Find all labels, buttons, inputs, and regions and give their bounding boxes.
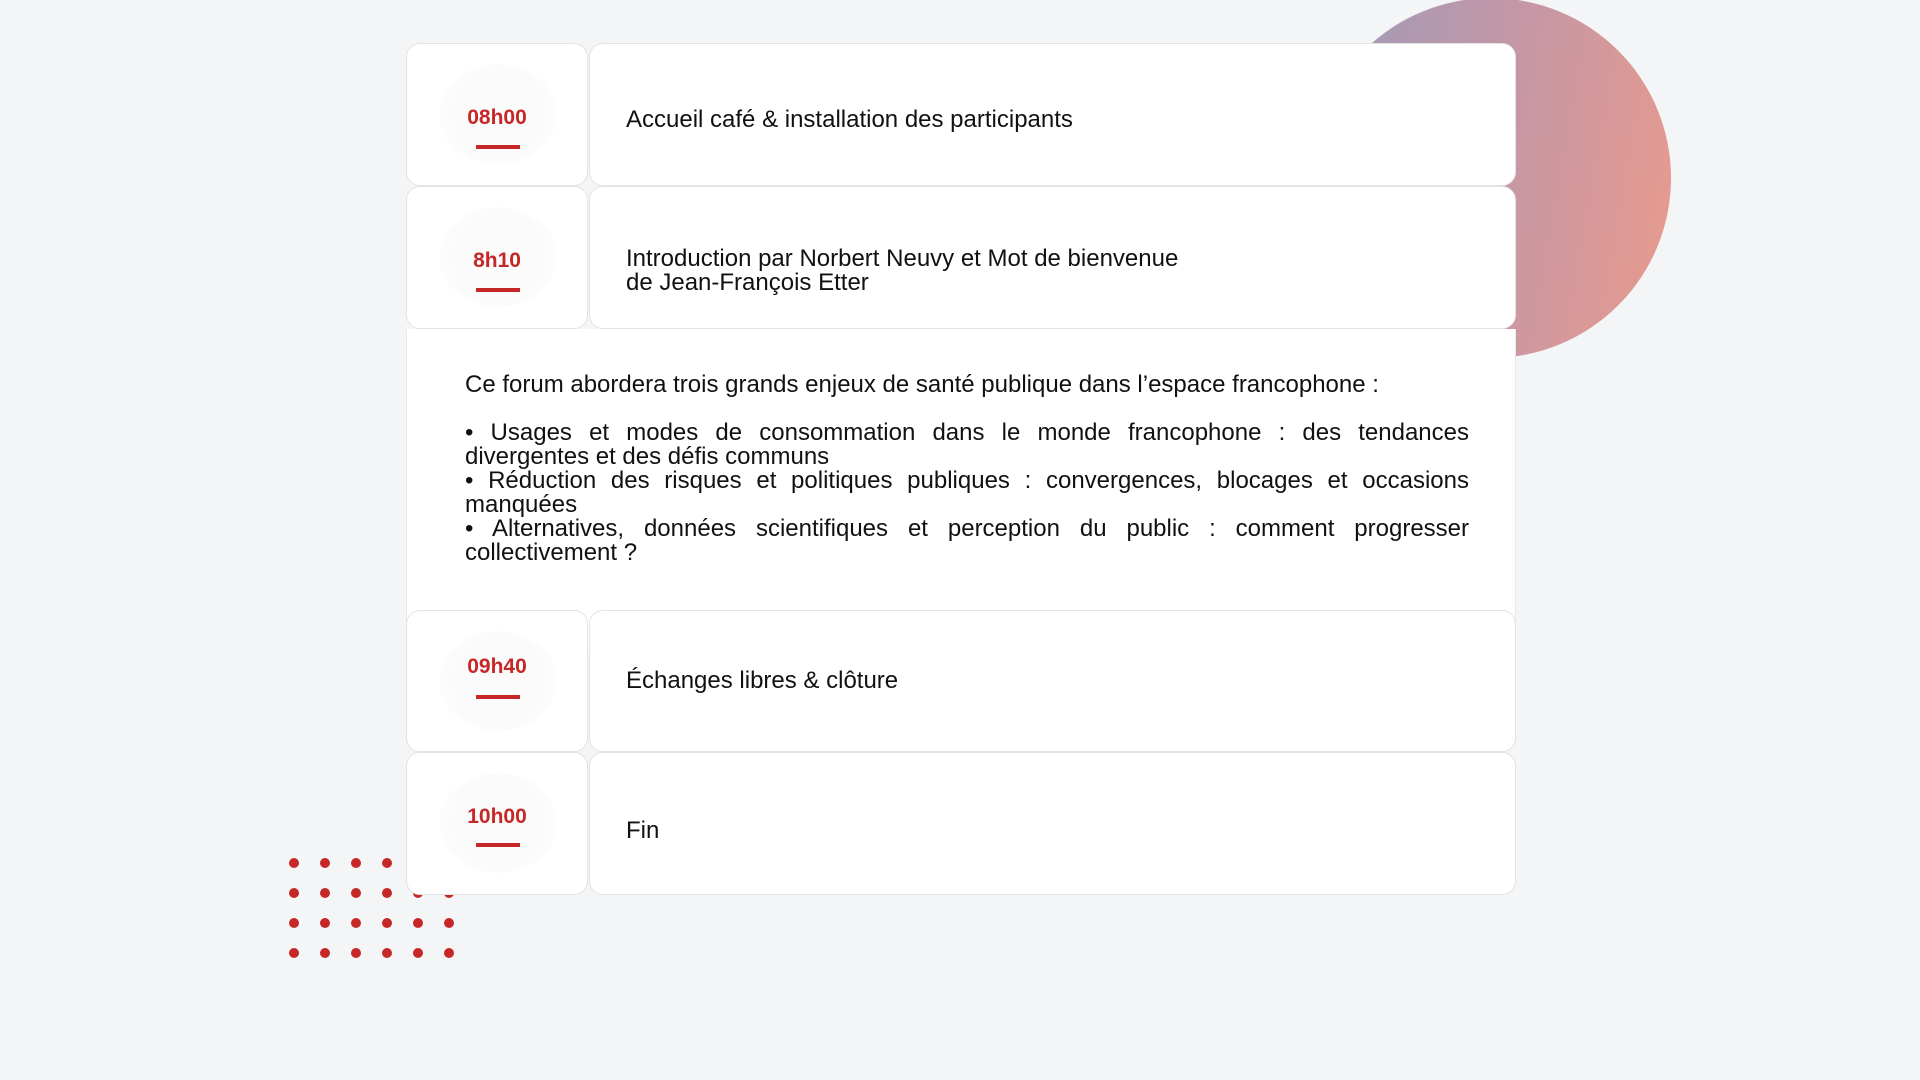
- schedule-row: [406, 186, 1516, 329]
- schedule-row: [406, 610, 1516, 752]
- decorative-dot: [289, 948, 299, 958]
- time-label: 8h10: [473, 249, 521, 272]
- time-underline: [476, 145, 520, 149]
- time-underline: [476, 843, 520, 847]
- time-cell: [406, 752, 588, 895]
- decorative-dot: [413, 918, 423, 928]
- decorative-dot: [351, 948, 361, 958]
- time-label: 10h00: [467, 805, 527, 828]
- session-title: Accueil café & installation des participants: [626, 106, 1073, 133]
- decorative-dot: [382, 948, 392, 958]
- decorative-dot: [320, 888, 330, 898]
- description-bullet: • Alternatives, données scientifiques et perception du public : comment progresser collectivement ?: [465, 515, 1469, 566]
- content-cell: [589, 752, 1516, 895]
- decorative-dot: [351, 888, 361, 898]
- schedule-row: [406, 43, 1516, 186]
- schedule-row: [406, 752, 1516, 895]
- description-intro: Ce forum abordera trois grands enjeux de santé publique dans l’espace francophone :: [465, 371, 1379, 398]
- decorative-dot: [444, 918, 454, 928]
- decorative-dot: [289, 888, 299, 898]
- session-title: Échanges libres & clôture: [626, 667, 899, 694]
- forum-description: [406, 329, 1516, 653]
- description-bullet: • Réduction des risques et politiques publiques : convergences, blocages et occasions manquées: [465, 467, 1469, 518]
- time-halo: [439, 631, 557, 731]
- schedule-card: [406, 43, 1516, 895]
- decorative-dot: [382, 888, 392, 898]
- content-cell: [589, 43, 1516, 186]
- decorative-dot: [320, 858, 330, 868]
- time-cell: [406, 43, 588, 186]
- decorative-dot: [444, 948, 454, 958]
- time-label: 09h40: [467, 655, 527, 678]
- session-title-line: de Jean-François Etter: [626, 269, 869, 296]
- decorative-dot: [413, 948, 423, 958]
- session-title: Fin: [626, 817, 660, 844]
- content-cell: [589, 186, 1516, 329]
- session-title: [626, 247, 1178, 295]
- decorative-dot: [382, 918, 392, 928]
- time-cell: [406, 186, 588, 329]
- session-title-line: Introduction par Norbert Neuvy et Mot de bienvenue: [626, 245, 1179, 272]
- decorative-dot: [382, 858, 392, 868]
- time-underline: [476, 695, 520, 699]
- description-bullet: • Usages et modes de consommation dans le monde francophone : des tendances divergentes et des défis communs: [465, 419, 1469, 470]
- time-label: 08h00: [467, 106, 527, 129]
- time-underline: [476, 288, 520, 292]
- decorative-dot: [289, 918, 299, 928]
- decorative-dot: [289, 858, 299, 868]
- decorative-dot: [320, 918, 330, 928]
- time-cell: [406, 610, 588, 752]
- decorative-dot: [320, 948, 330, 958]
- decorative-dot: [351, 918, 361, 928]
- decorative-dot: [351, 858, 361, 868]
- content-cell: [589, 610, 1516, 752]
